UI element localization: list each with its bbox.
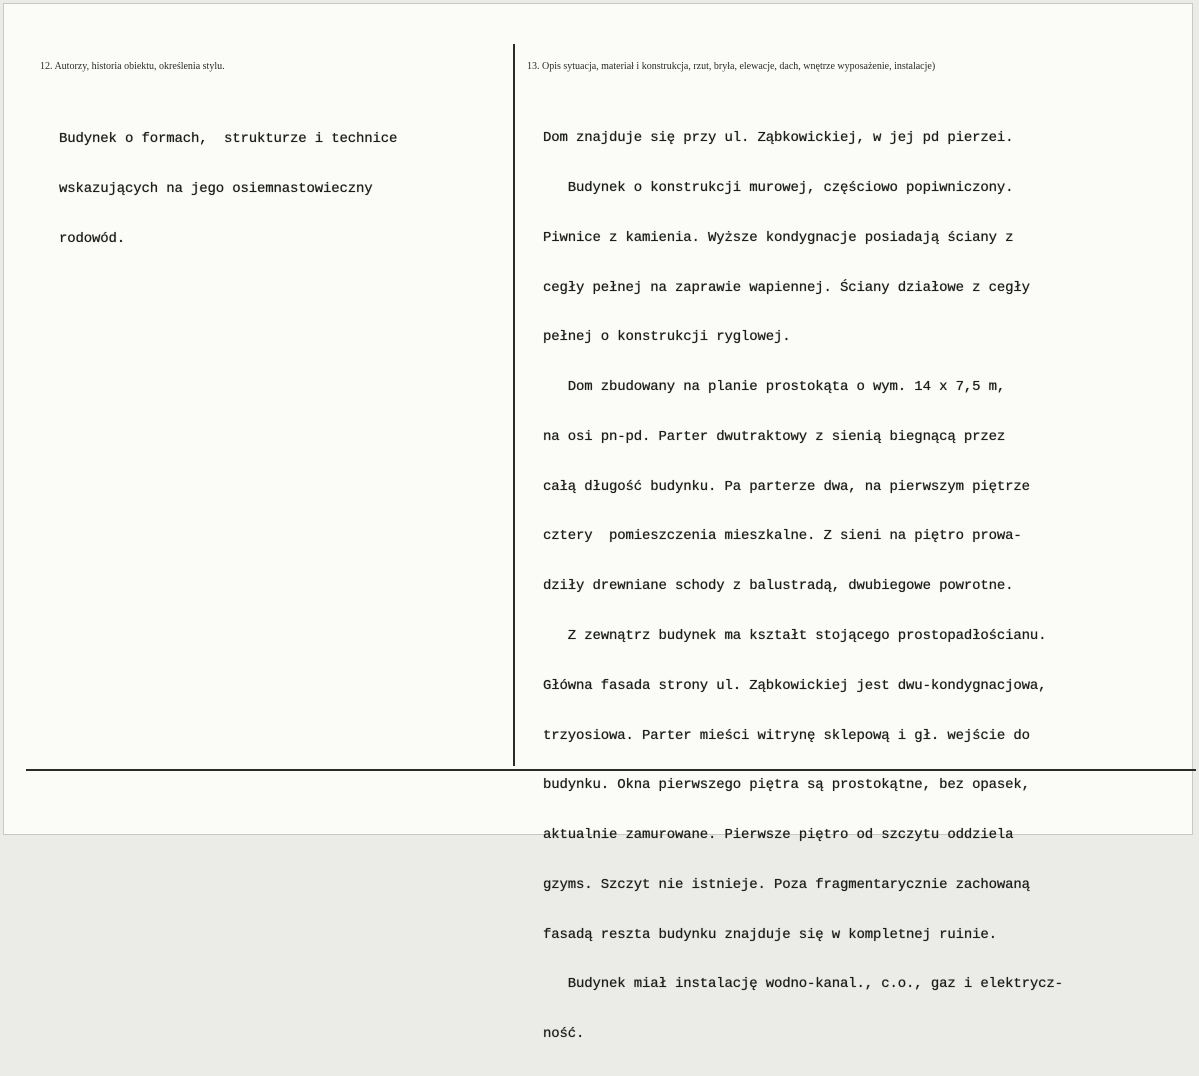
typed-line: rodowód. [59,230,126,247]
typed-line: na osi pn-pd. Parter dwutraktowy z sienią biegnącą przez [543,428,1006,445]
typed-line: dziły drewniane schody z balustradą, dwubiegowe powrotne. [543,578,1014,595]
section-13-heading: 13. Opis sytuacja, materiał i konstrukcja, rzut, bryła, elewacje, dach, wnętrze wyposażenie, instalacje) [527,61,936,72]
column-divider [513,44,515,766]
typed-line: Z zewnątrz budynek ma kształt stojącego prostopadłościanu. [543,628,1047,644]
typed-line: aktualnie zamurowane. Pierwsze piętro od szczytu oddziela [543,827,1014,844]
typed-line: budynku. Okna pierwszego piętra są prostokątne, bez opasek, [543,777,1030,794]
typed-line: całą długość budynku. Pa parterze dwa, na pierwszym piętrze [543,478,1030,495]
typed-line: wskazujących na jego osiemnastowieczny [59,180,373,197]
typed-line: ność. [543,1026,585,1043]
typed-line: Dom zbudowany na planie prostokąta o wym. 14 x 7,5 m, [543,379,1006,396]
typed-line: Piwnice z kamienia. Wyższe kondygnacje posiadają ściany z [543,229,1014,246]
section-13-body [543,97,1063,1076]
typed-line: Główna fasada strony ul. Ząbkowickiej jest dwu-kondygnacjowa, [543,677,1047,694]
typed-line: Budynek o konstrukcji murowej, częściowo popiwniczony. [543,179,1014,196]
section-12-heading: 12. Autorzy, historia obiektu, określenia stylu. [40,61,225,72]
section-12-body [59,98,397,281]
typed-line: trzyosiowa. Parter mieści witrynę sklepową i gł. wejście do [543,727,1030,744]
typed-line: gzyms. Szczyt nie istnieje. Poza fragmentarycznie zachowaną [543,876,1030,893]
record-card [3,3,1193,1043]
typed-line: Dom znajduje się przy ul. Ząbkowickiej, w jej pd pierzei. [543,130,1014,147]
typed-line: cegły pełnej na zaprawie wapiennej. Ściany działowe z cegły [543,279,1030,296]
typed-line: Budynek o formach, strukturze i technice [59,131,398,148]
typed-line: Budynek miał instalację wodno-kanal., c.o., gaz i elektrycz- [543,976,1063,993]
typed-line: fasadą reszta budynku znajduje się w kompletnej ruinie. [543,926,997,943]
typed-line: pełnej o konstrukcji ryglowej. [543,329,791,346]
typed-line: cztery pomieszczenia mieszkalne. Z sieni na piętro prowa- [543,528,1022,545]
